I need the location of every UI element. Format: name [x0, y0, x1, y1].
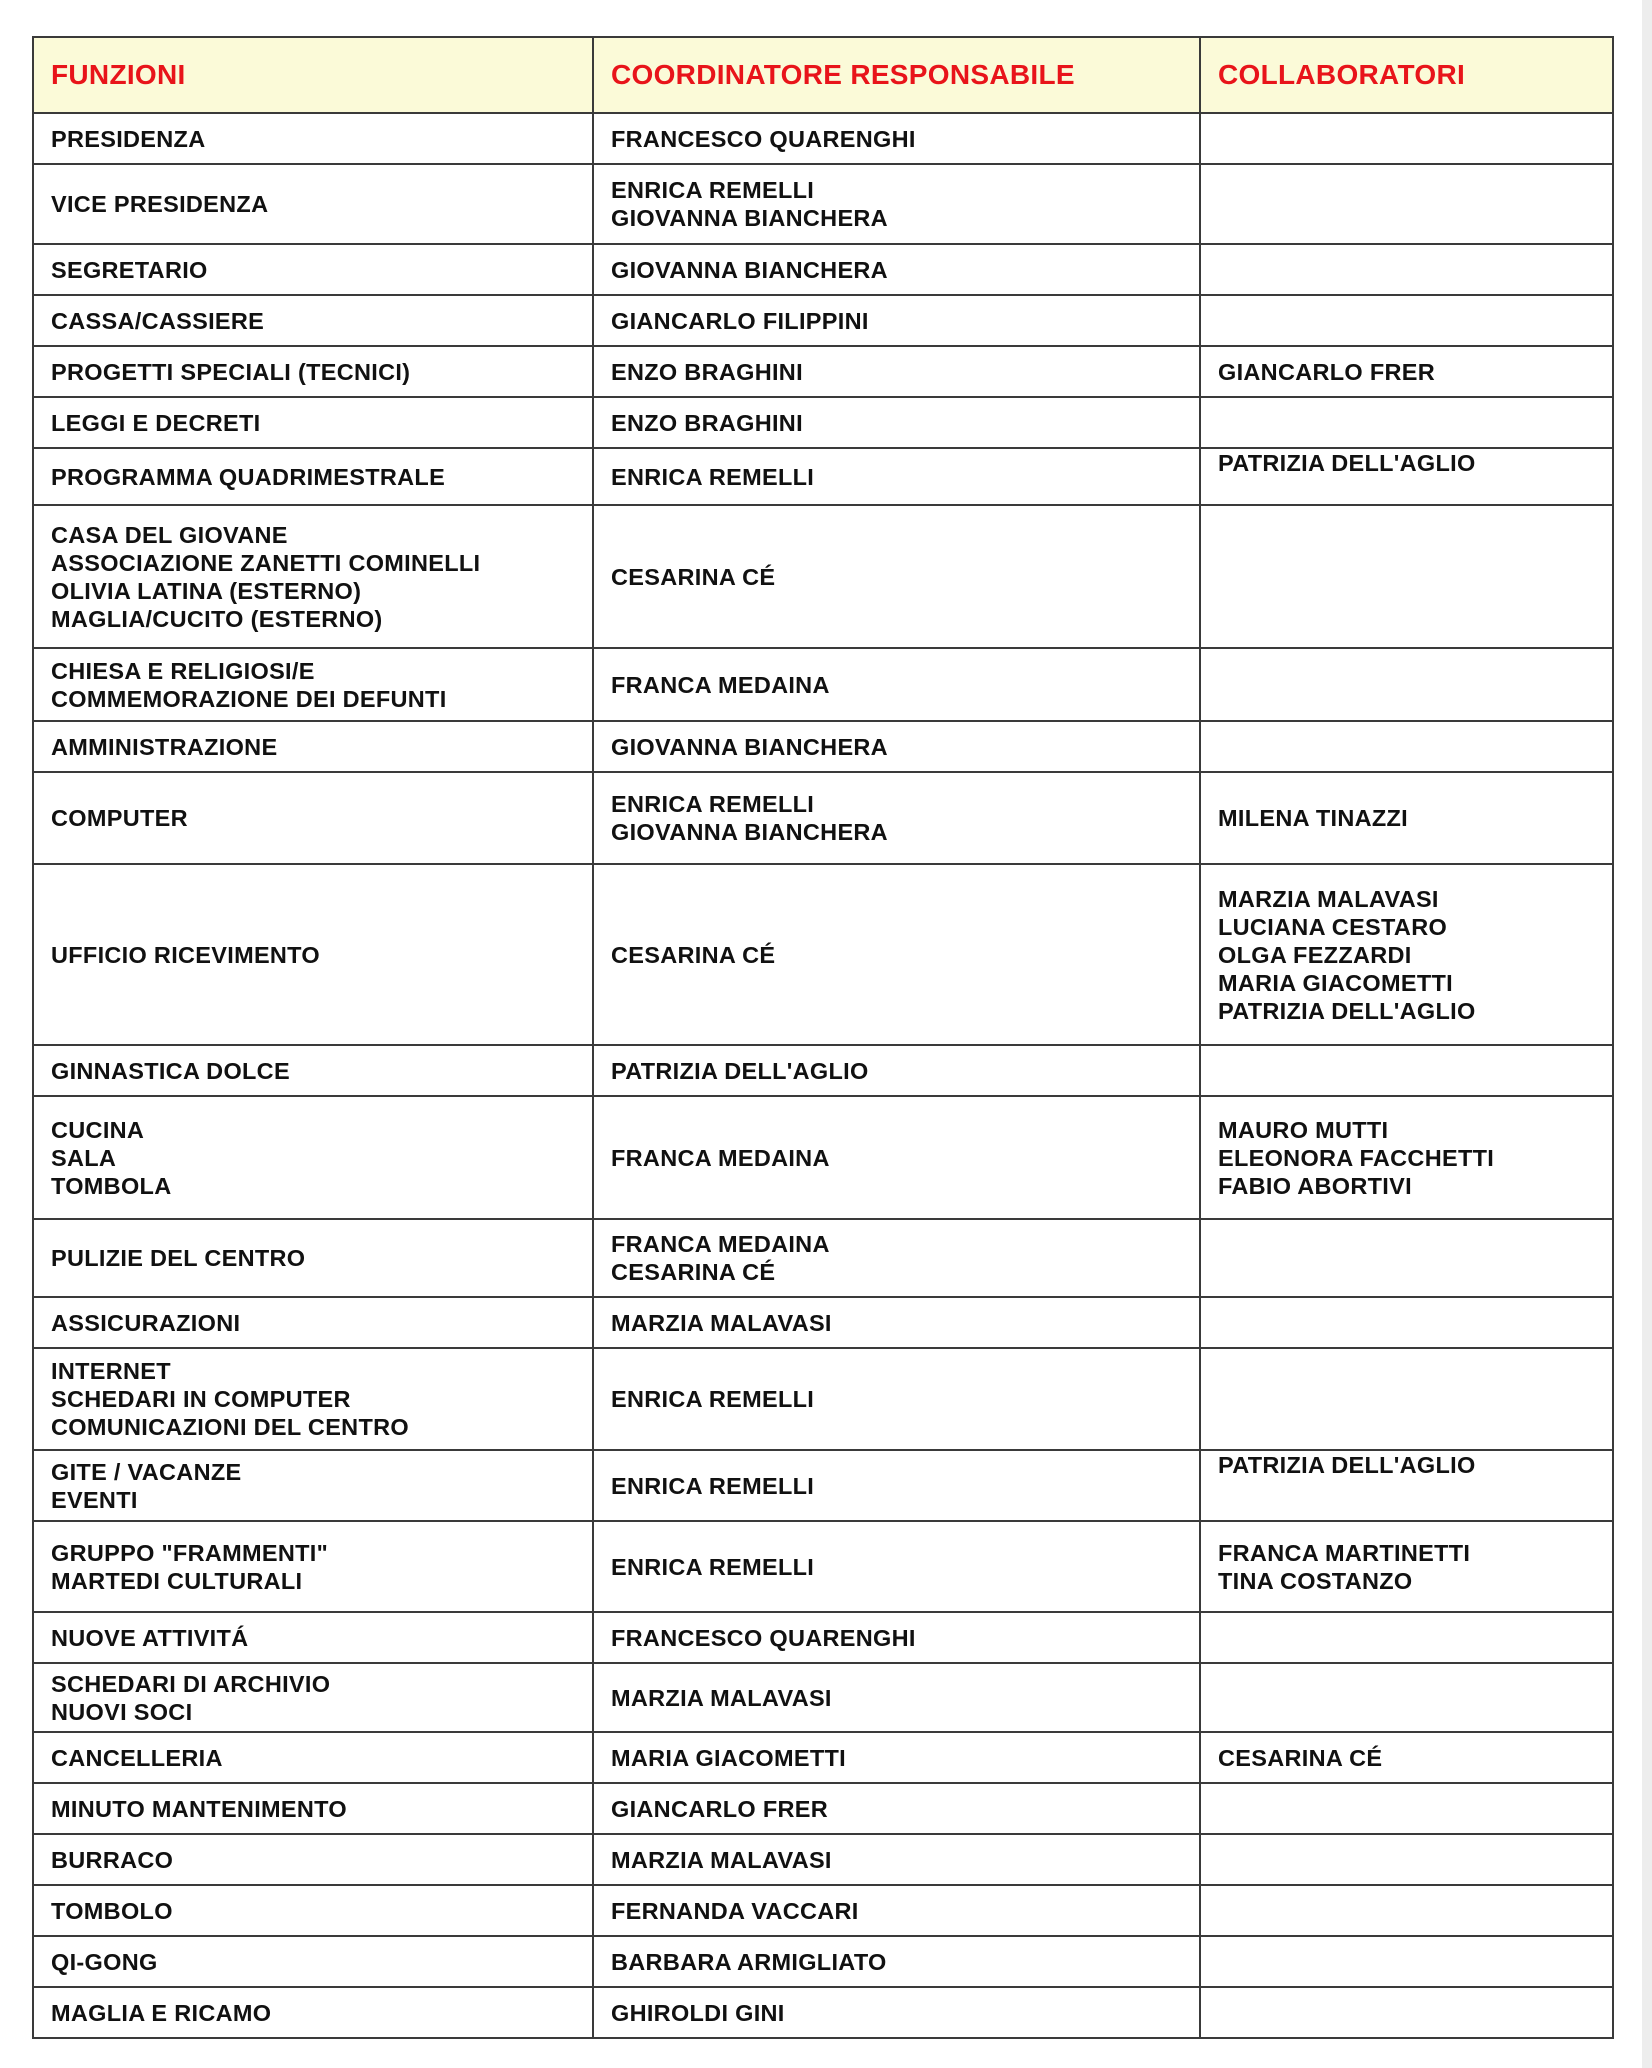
cell-collaboratori [1200, 397, 1613, 448]
cell-coordinatore: GIOVANNA BIANCHERA [593, 244, 1200, 295]
cell-coordinatore: GHIROLDI GINI [593, 1987, 1200, 2038]
cell-collaboratori: PATRIZIA DELL'AGLIO [1200, 1450, 1613, 1521]
cell-coordinatore: ENRICA REMELLI [593, 448, 1200, 505]
cell-funzione: GRUPPO "FRAMMENTI" MARTEDI CULTURALI [33, 1521, 593, 1612]
cell-funzione: MAGLIA E RICAMO [33, 1987, 593, 2038]
cell-collaboratori [1200, 721, 1613, 772]
header-row [33, 37, 1613, 113]
table-row [33, 1783, 1613, 1834]
cell-coordinatore: FRANCA MEDAINA [593, 1096, 1200, 1219]
cell-collaboratori [1200, 1612, 1613, 1663]
table-row [33, 113, 1613, 164]
cell-coordinatore: MARZIA MALAVASI [593, 1834, 1200, 1885]
table-row [33, 244, 1613, 295]
cell-funzione: UFFICIO RICEVIMENTO [33, 864, 593, 1045]
cell-coordinatore: FERNANDA VACCARI [593, 1885, 1200, 1936]
cell-collaboratori [1200, 1297, 1613, 1348]
cell-coordinatore: FRANCESCO QUARENGHI [593, 1612, 1200, 1663]
cell-coordinatore: CESARINA CÉ [593, 864, 1200, 1045]
cell-collaboratori [1200, 505, 1613, 648]
cell-coordinatore: ENRICA REMELLI [593, 1521, 1200, 1612]
table-row [33, 1297, 1613, 1348]
cell-coordinatore: ENRICA REMELLI [593, 1450, 1200, 1521]
cell-funzione: QI-GONG [33, 1936, 593, 1987]
cell-funzione: GINNASTICA DOLCE [33, 1045, 593, 1096]
cell-collaboratori [1200, 648, 1613, 721]
table-row [33, 295, 1613, 346]
cell-collaboratori: MARZIA MALAVASI LUCIANA CESTARO OLGA FEZZARDI MARIA GIACOMETTI PATRIZIA DELL'AGLIO [1200, 864, 1613, 1045]
table-row [33, 505, 1613, 648]
cell-coordinatore: GIANCARLO FRER [593, 1783, 1200, 1834]
cell-coordinatore: ENZO BRAGHINI [593, 397, 1200, 448]
cell-funzione: TOMBOLO [33, 1885, 593, 1936]
cell-funzione: ASSICURAZIONI [33, 1297, 593, 1348]
table-row [33, 1450, 1613, 1521]
cell-coordinatore: BARBARA ARMIGLIATO [593, 1936, 1200, 1987]
cell-funzione: LEGGI E DECRETI [33, 397, 593, 448]
cell-funzione: PROGRAMMA QUADRIMESTRALE [33, 448, 593, 505]
cell-coordinatore: FRANCESCO QUARENGHI [593, 113, 1200, 164]
page-edge [1642, 0, 1652, 2068]
cell-funzione: AMMINISTRAZIONE [33, 721, 593, 772]
cell-coordinatore: MARZIA MALAVASI [593, 1663, 1200, 1732]
cell-funzione: COMPUTER [33, 772, 593, 864]
table-body [33, 113, 1613, 2038]
table-row [33, 1096, 1613, 1219]
cell-collaboratori [1200, 1987, 1613, 2038]
cell-funzione: PULIZIE DEL CENTRO [33, 1219, 593, 1297]
table-row [33, 1834, 1613, 1885]
table-row [33, 346, 1613, 397]
cell-collaboratori [1200, 1348, 1613, 1450]
cell-coordinatore: ENRICA REMELLI [593, 1348, 1200, 1450]
cell-funzione: NUOVE ATTIVITÁ [33, 1612, 593, 1663]
cell-collaboratori: FRANCA MARTINETTI TINA COSTANZO [1200, 1521, 1613, 1612]
cell-collaboratori: MILENA TINAZZI [1200, 772, 1613, 864]
table-row [33, 1521, 1613, 1612]
cell-funzione: BURRACO [33, 1834, 593, 1885]
functions-table [32, 36, 1614, 2039]
cell-collaboratori [1200, 1936, 1613, 1987]
cell-collaboratori: MAURO MUTTI ELEONORA FACCHETTI FABIO ABORTIVI [1200, 1096, 1613, 1219]
cell-coordinatore: GIANCARLO FILIPPINI [593, 295, 1200, 346]
cell-coordinatore: MARZIA MALAVASI [593, 1297, 1200, 1348]
table-row [33, 164, 1613, 244]
table-row [33, 1348, 1613, 1450]
cell-funzione: GITE / VACANZE EVENTI [33, 1450, 593, 1521]
table-row [33, 648, 1613, 721]
cell-funzione: PRESIDENZA [33, 113, 593, 164]
cell-funzione: PROGETTI SPECIALI (TECNICI) [33, 346, 593, 397]
cell-funzione: CASSA/CASSIERE [33, 295, 593, 346]
cell-coordinatore: ENRICA REMELLI GIOVANNA BIANCHERA [593, 772, 1200, 864]
cell-coordinatore: FRANCA MEDAINA CESARINA CÉ [593, 1219, 1200, 1297]
table-row [33, 1612, 1613, 1663]
cell-coordinatore: GIOVANNA BIANCHERA [593, 721, 1200, 772]
cell-collaboratori [1200, 164, 1613, 244]
cell-funzione: INTERNET SCHEDARI IN COMPUTER COMUNICAZIONI DEL CENTRO [33, 1348, 593, 1450]
table-row [33, 1219, 1613, 1297]
table-row [33, 772, 1613, 864]
cell-collaboratori [1200, 1045, 1613, 1096]
cell-collaboratori [1200, 295, 1613, 346]
cell-coordinatore: ENRICA REMELLI GIOVANNA BIANCHERA [593, 164, 1200, 244]
cell-coordinatore: MARIA GIACOMETTI [593, 1732, 1200, 1783]
table-row [33, 1987, 1613, 2038]
cell-collaboratori [1200, 113, 1613, 164]
table-row [33, 1936, 1613, 1987]
table-row [33, 721, 1613, 772]
cell-coordinatore: FRANCA MEDAINA [593, 648, 1200, 721]
cell-funzione: CUCINA SALA TOMBOLA [33, 1096, 593, 1219]
cell-collaboratori [1200, 1783, 1613, 1834]
cell-collaboratori: PATRIZIA DELL'AGLIO [1200, 448, 1613, 505]
cell-collaboratori [1200, 1834, 1613, 1885]
cell-collaboratori [1200, 1663, 1613, 1732]
cell-funzione: CANCELLERIA [33, 1732, 593, 1783]
cell-funzione: CASA DEL GIOVANE ASSOCIAZIONE ZANETTI COMINELLI OLIVIA LATINA (ESTERNO) MAGLIA/CUCITO (ESTERNO) [33, 505, 593, 648]
table-row [33, 864, 1613, 1045]
header-funzioni: FUNZIONI [33, 37, 593, 113]
cell-collaboratori [1200, 244, 1613, 295]
cell-collaboratori [1200, 1885, 1613, 1936]
cell-collaboratori: CESARINA CÉ [1200, 1732, 1613, 1783]
cell-collaboratori [1200, 1219, 1613, 1297]
cell-coordinatore: ENZO BRAGHINI [593, 346, 1200, 397]
cell-funzione: SCHEDARI DI ARCHIVIO NUOVI SOCI [33, 1663, 593, 1732]
header-collaboratori: COLLABORATORI [1200, 37, 1613, 113]
table-row [33, 1732, 1613, 1783]
table-row [33, 448, 1613, 505]
table-row [33, 1885, 1613, 1936]
cell-collaboratori: GIANCARLO FRER [1200, 346, 1613, 397]
cell-funzione: VICE PRESIDENZA [33, 164, 593, 244]
cell-funzione: SEGRETARIO [33, 244, 593, 295]
cell-coordinatore: CESARINA CÉ [593, 505, 1200, 648]
cell-funzione: CHIESA E RELIGIOSI/E COMMEMORAZIONE DEI DEFUNTI [33, 648, 593, 721]
cell-coordinatore: PATRIZIA DELL'AGLIO [593, 1045, 1200, 1096]
table-row [33, 1045, 1613, 1096]
header-coordinatore: COORDINATORE RESPONSABILE [593, 37, 1200, 113]
table-row [33, 1663, 1613, 1732]
table-row [33, 397, 1613, 448]
cell-funzione: MINUTO MANTENIMENTO [33, 1783, 593, 1834]
